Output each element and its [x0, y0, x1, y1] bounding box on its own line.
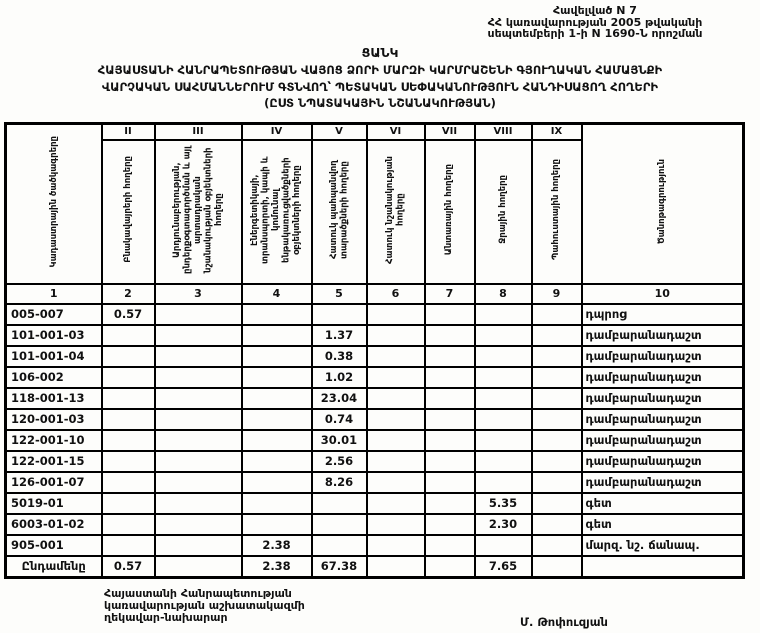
remark-cell: դամբարանադաշտ: [582, 325, 744, 346]
area-value-cell: [367, 304, 425, 325]
column-number-cell: 8: [475, 284, 532, 304]
area-value-cell: [532, 514, 582, 535]
table-row: [6, 388, 744, 409]
area-value-cell: [242, 472, 312, 493]
remark-cell: դամբարանադաշտ: [582, 367, 744, 388]
area-value-cell: [155, 325, 242, 346]
roman-numeral-cell: VII: [425, 124, 475, 140]
table-row: [6, 535, 744, 556]
column-number-row: [6, 284, 744, 304]
remark-cell: գետ: [582, 493, 744, 514]
roman-numeral-cell: VI: [367, 124, 425, 140]
table-row: [6, 409, 744, 430]
column-header-label: Պահուստային հողերը: [551, 159, 562, 260]
roman-numeral-row: [6, 124, 744, 140]
total-label-cell: Ընդամենը: [6, 556, 102, 578]
roman-numeral-cell: II: [102, 124, 155, 140]
column-header-label: Կադաստրային ծածկագրերը: [48, 136, 59, 268]
table-row: [6, 304, 744, 325]
area-value-cell: [242, 493, 312, 514]
area-value-cell: 0.38: [312, 346, 367, 367]
area-value-cell: [425, 535, 475, 556]
signatory-title-block: [104, 588, 305, 624]
cadastral-code-cell: 5019-01: [6, 493, 102, 514]
remark-cell: դամբարանադաշտ: [582, 388, 744, 409]
column-header-forest-lands: [425, 140, 475, 284]
table-row: [6, 325, 744, 346]
area-value-cell: [367, 514, 425, 535]
area-value-cell: [425, 493, 475, 514]
doc-title: [0, 62, 760, 112]
column-header-label: Հատուկ պահպանվող տարածքների հողերը: [328, 160, 349, 259]
area-value-cell: [532, 388, 582, 409]
area-value-cell: 0.74: [312, 409, 367, 430]
area-value-cell: 1.37: [312, 325, 367, 346]
area-value-cell: [155, 304, 242, 325]
area-value-cell: [155, 409, 242, 430]
doc-caption: ՑԱՆԿ: [361, 45, 399, 60]
area-value-cell: [475, 304, 532, 325]
area-value-cell: [532, 346, 582, 367]
cadastral-code-cell: 120-001-03: [6, 409, 102, 430]
annex-reference: [430, 5, 760, 40]
area-value-cell: [532, 430, 582, 451]
area-value-cell: [367, 493, 425, 514]
area-value-cell: 1.02: [312, 367, 367, 388]
area-value-cell: [155, 388, 242, 409]
area-value-cell: [475, 388, 532, 409]
area-value-cell: [102, 451, 155, 472]
area-value-cell: [102, 493, 155, 514]
area-value-cell: [367, 325, 425, 346]
area-value-cell: 0.57: [102, 304, 155, 325]
annex-line-2: ՀՀ կառավարության 2005 թվականի: [487, 15, 703, 29]
area-value-cell: [242, 304, 312, 325]
area-value-cell: [102, 388, 155, 409]
area-value-cell: 7.65: [475, 556, 532, 578]
area-value-cell: [425, 304, 475, 325]
table-row: [6, 451, 744, 472]
cadastral-code-cell: 905-001: [6, 535, 102, 556]
table-row: [6, 514, 744, 535]
column-header-label: Հատուկ նշանակության հողերը: [385, 155, 406, 264]
area-value-cell: 30.01: [312, 430, 367, 451]
area-value-cell: [532, 535, 582, 556]
area-value-cell: 2.38: [242, 556, 312, 578]
area-value-cell: [242, 430, 312, 451]
remark-cell: դամբարանադաշտ: [582, 430, 744, 451]
column-header-label: Բնակավայրերի հողերը: [122, 156, 133, 263]
column-header-label: Ջրային հողերը: [497, 175, 508, 244]
cadastral-code-cell: 122-001-10: [6, 430, 102, 451]
column-number-cell: 1: [6, 284, 102, 304]
column-number-cell: 4: [242, 284, 312, 304]
area-value-cell: [155, 493, 242, 514]
title-line-1: ՀԱՅԱՍՏԱՆԻ ՀԱՆՐԱՊԵՏՈՒԹՅԱՆ ՎԱՅՈՑ ՁՈՐԻ ՄԱՐԶԻ ԿԱՐՄՐԱՇԵՆԻ ԳՅՈՒՂԱԿԱՆ ՀԱՄԱՅՆՔԻ: [97, 63, 663, 77]
area-value-cell: [242, 388, 312, 409]
area-value-cell: 2.56: [312, 451, 367, 472]
signatory-line-1: Հայաստանի Հանրապետության: [104, 587, 292, 600]
area-value-cell: [102, 430, 155, 451]
area-value-cell: [475, 409, 532, 430]
roman-numeral-cell: VIII: [475, 124, 532, 140]
area-value-cell: [155, 430, 242, 451]
cadastral-code-cell: 106-002: [6, 367, 102, 388]
annex-line-1: Հավելված N 7: [553, 4, 637, 17]
area-value-cell: [367, 472, 425, 493]
remark-cell: դամբարանադաշտ: [582, 346, 744, 367]
roman-numeral-cell: V: [312, 124, 367, 140]
area-value-cell: [425, 367, 475, 388]
area-value-cell: [425, 346, 475, 367]
cadastral-code-cell: 122-001-15: [6, 451, 102, 472]
signatory-line-2: կառավարության աշխատակազմի: [104, 599, 305, 612]
area-value-cell: [367, 409, 425, 430]
column-header-label: Անտառային հողերը: [444, 163, 455, 256]
column-header-cadastral-code: [6, 124, 102, 284]
area-value-cell: [475, 367, 532, 388]
area-value-cell: [102, 367, 155, 388]
table-body: [6, 304, 744, 578]
area-value-cell: [102, 472, 155, 493]
area-value-cell: [102, 514, 155, 535]
area-value-cell: [532, 367, 582, 388]
table-row: [6, 472, 744, 493]
column-header-label: Արդյունաբերության, ընդերքօգտագործման և այլ արտադրական նշանակության օբյեկտների հողերը: [171, 145, 224, 274]
column-number-cell: 3: [155, 284, 242, 304]
signatory-line-3: ղեկավար-նախարար: [104, 611, 228, 624]
area-value-cell: 0.57: [102, 556, 155, 578]
area-value-cell: [425, 451, 475, 472]
area-value-cell: [312, 493, 367, 514]
column-header-remarks: [582, 124, 744, 284]
area-value-cell: [532, 493, 582, 514]
roman-numeral-cell: III: [155, 124, 242, 140]
remark-cell: [582, 556, 744, 578]
area-value-cell: [475, 451, 532, 472]
remark-cell: մարզ. նշ. ճանապ.: [582, 535, 744, 556]
area-value-cell: [475, 472, 532, 493]
area-value-cell: [532, 472, 582, 493]
area-value-cell: [155, 514, 242, 535]
roman-numeral-cell: IV: [242, 124, 312, 140]
column-header-infrastructure-lands: [242, 140, 312, 284]
area-value-cell: 8.26: [312, 472, 367, 493]
roman-numeral-cell: IX: [532, 124, 582, 140]
area-value-cell: [532, 409, 582, 430]
area-value-cell: [155, 472, 242, 493]
area-value-cell: 2.30: [475, 514, 532, 535]
column-number-cell: 2: [102, 284, 155, 304]
cadastral-code-cell: 118-001-13: [6, 388, 102, 409]
column-header-label: Էներգետիկայի, տրանսպորտի, կապի և կոմունալ ենթակառուցվածքների օբյեկտների հողերը: [250, 155, 303, 264]
cadastral-code-cell: 101-001-04: [6, 346, 102, 367]
area-value-cell: [312, 514, 367, 535]
column-header-special-purpose-lands: [367, 140, 425, 284]
area-value-cell: [312, 535, 367, 556]
area-value-cell: [102, 325, 155, 346]
column-header-label: Ծանոթագրություն: [657, 159, 667, 245]
column-header-industrial-lands: [155, 140, 242, 284]
total-row: [6, 556, 744, 578]
area-value-cell: [425, 325, 475, 346]
cadastral-code-cell: 6003-01-02: [6, 514, 102, 535]
area-value-cell: [242, 346, 312, 367]
area-value-cell: [102, 409, 155, 430]
table-row: [6, 367, 744, 388]
area-value-cell: [475, 535, 532, 556]
annex-line-3: սեպտեմբերի 1-ի N 1690-Ն որոշման: [487, 27, 703, 40]
area-value-cell: [532, 304, 582, 325]
area-value-cell: [155, 367, 242, 388]
signatory-name: Մ. Թոփուզյան: [520, 615, 608, 629]
title-line-2: ՎԱՐՉԱԿԱՆ ՍԱՀՄԱՆՆԵՐՈՒՄ ԳՏՆՎՈՂ՝ ՊԵՏԱԿԱՆ ՍԵՓԱԿԱՆՈՒԹՅՈՒՆ ՀԱՆԴԻՍԱՑՈՂ ՀՈՂԵՐԻ: [101, 79, 659, 94]
remark-cell: դամբարանադաշտ: [582, 409, 744, 430]
area-value-cell: [475, 430, 532, 451]
remark-cell: դամբարանադաշտ: [582, 451, 744, 472]
area-value-cell: [367, 367, 425, 388]
area-value-cell: [532, 325, 582, 346]
area-value-cell: [242, 325, 312, 346]
area-value-cell: [367, 535, 425, 556]
area-value-cell: [475, 346, 532, 367]
column-number-cell: 7: [425, 284, 475, 304]
area-value-cell: [155, 451, 242, 472]
column-number-cell: 5: [312, 284, 367, 304]
column-number-cell: 10: [582, 284, 744, 304]
area-value-cell: [242, 367, 312, 388]
area-value-cell: [155, 556, 242, 578]
area-value-cell: [425, 388, 475, 409]
area-value-cell: [102, 535, 155, 556]
cadastral-code-cell: 101-001-03: [6, 325, 102, 346]
title-line-3: (ԸՍՏ ՆՊԱՏԱԿԱՅԻՆ ՆՇԱՆԱԿՈՒԹՅԱՆ): [264, 96, 496, 110]
remark-cell: դպրոց: [582, 304, 744, 325]
area-value-cell: 67.38: [312, 556, 367, 578]
column-header-protected-lands: [312, 140, 367, 284]
area-value-cell: [425, 409, 475, 430]
area-value-cell: [367, 388, 425, 409]
area-value-cell: [425, 514, 475, 535]
column-number-cell: 9: [532, 284, 582, 304]
area-value-cell: [425, 556, 475, 578]
cadastral-code-cell: 005-007: [6, 304, 102, 325]
area-value-cell: [242, 514, 312, 535]
area-value-cell: [367, 556, 425, 578]
area-value-cell: 23.04: [312, 388, 367, 409]
column-header-reserve-lands: [532, 140, 582, 284]
area-value-cell: [367, 451, 425, 472]
area-value-cell: [155, 535, 242, 556]
area-value-cell: [242, 451, 312, 472]
remark-cell: գետ: [582, 514, 744, 535]
table-row: [6, 430, 744, 451]
column-header-settlement-lands: [102, 140, 155, 284]
area-value-cell: [102, 346, 155, 367]
area-value-cell: [532, 451, 582, 472]
table-row: [6, 493, 744, 514]
cadastral-code-cell: 126-001-07: [6, 472, 102, 493]
area-value-cell: [532, 556, 582, 578]
remark-cell: դամբարանադաշտ: [582, 472, 744, 493]
land-parcels-table: [4, 122, 745, 579]
area-value-cell: [367, 346, 425, 367]
area-value-cell: [475, 325, 532, 346]
area-value-cell: [425, 472, 475, 493]
area-value-cell: [425, 430, 475, 451]
area-value-cell: [367, 430, 425, 451]
area-value-cell: 2.38: [242, 535, 312, 556]
area-value-cell: 5.35: [475, 493, 532, 514]
area-value-cell: [312, 304, 367, 325]
table-row: [6, 346, 744, 367]
area-value-cell: [155, 346, 242, 367]
column-number-cell: 6: [367, 284, 425, 304]
area-value-cell: [242, 409, 312, 430]
column-header-water-lands: [475, 140, 532, 284]
